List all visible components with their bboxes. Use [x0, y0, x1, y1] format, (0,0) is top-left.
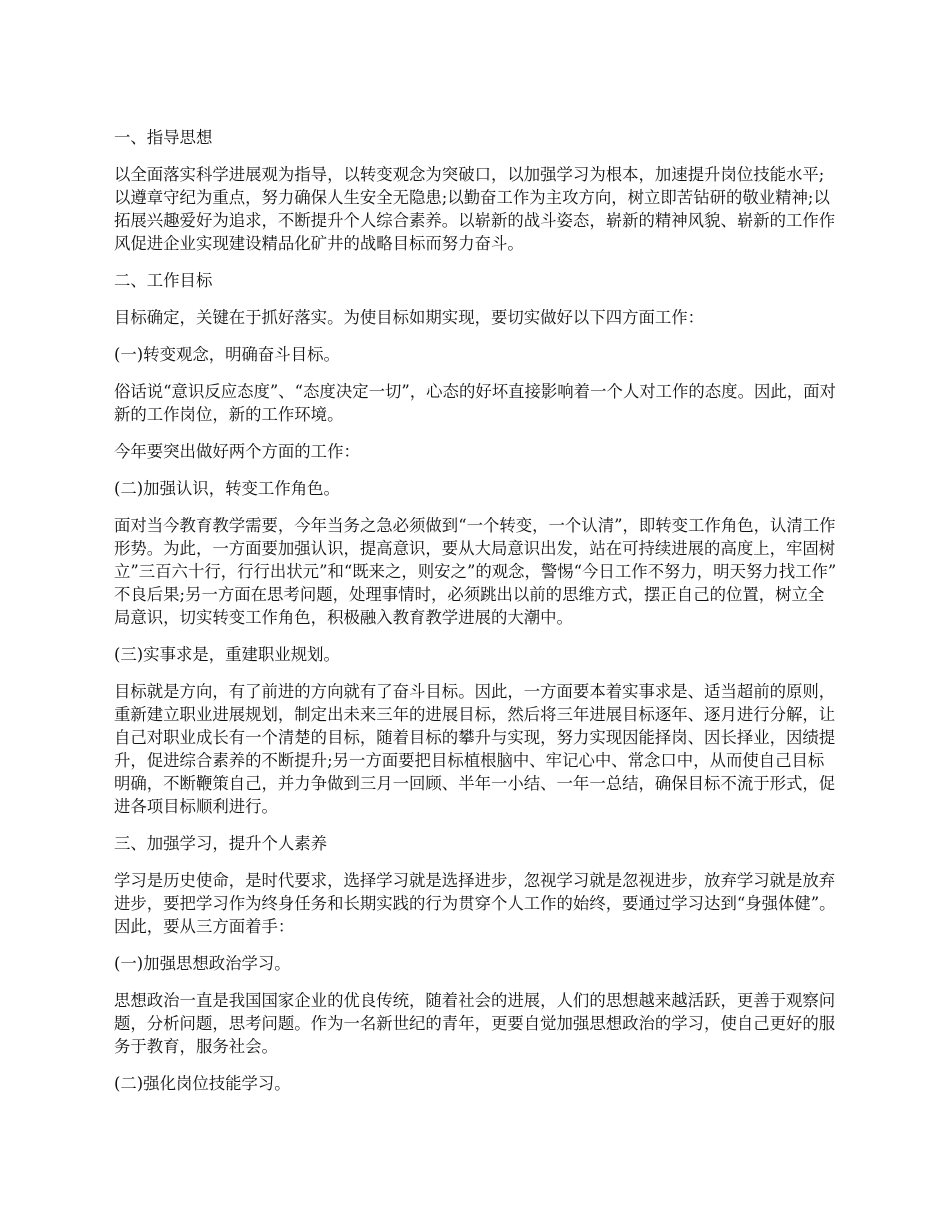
section-heading-1: 一、指导思想 — [114, 128, 213, 147]
document-body — [114, 126, 840, 1109]
subheading-2-1: (一)转变观念，明确奋斗目标。 — [114, 345, 340, 364]
paragraph-political-study: 思想政治一直是我国国家企业的优良传统，随着社会的进展，人们的思想越来越活跃，更善于观察问题，分析问题，思考问题。作为一名新世纪的青年，更要自觉加强思想政治的学习，使自己更好的服务于教育，服务社会。 — [114, 991, 836, 1056]
section-heading-3: 三、加强学习，提升个人素养 — [114, 834, 328, 853]
paragraph-learning: 学习是历史使命，是时代要求，选择学习就是选择进步，忽视学习就是忽视进步，放弃学习就是放弃进步，要把学习作为终身任务和长期实践的行为贯穿个人工作的始终，要通过学习达到“身强体健”。因此，要从三方面着手： — [114, 871, 836, 936]
section-heading-2: 二、工作目标 — [114, 271, 213, 290]
subheading-3-1: (一)加强思想政治学习。 — [114, 954, 291, 973]
paragraph-guiding-ideology: 以全面落实科学进展观为指导，以转变观念为突破口，以加强学习为根本，加速提升岗位技能水平;以遵章守纪为重点，努力确保人生安全无隐患;以勤奋工作为主攻方向，树立即苦钻研的敬业精神;以拓展兴趣爱好为追求，不断提升个人综合素养。以崭新的战斗姿态，崭新的精神风貌、崭新的工作作风促进企业实现建设精品化矿井的战略目标而努力奋斗。 — [114, 165, 836, 253]
paragraph-mindset: 俗话说“意识反应态度”、“态度决定一切”，心态的好坏直接影响着一个人对工作的态度。因此，面对新的工作岗位，新的工作环境。 — [114, 382, 836, 424]
paragraph-role-change: 面对当今教育教学需要，今年当务之急必须做到“一个转变，一个认清”，即转变工作角色，认清工作形势。为此，一方面要加强认识，提高意识，要从大局意识出发，站在可持续进展的高度上，牢固树立”三百六十行，行行出状元”和“既来之，则安之”的观念，警惕“今日工作不努力，明天努力找工作”不良后果;另一方面在思考问题，处理事情时，必须跳出以前的思维方式，摆正自己的位置，树立全局意识，切实转变工作角色，积极融入教育教学进展的大潮中。 — [114, 516, 837, 627]
paragraph-career-plan: 目标就是方向，有了前进的方向就有了奋斗目标。因此，一方面要本着实事求是、适当超前的原则，重新建立职业进展规划，制定出未来三年的进展目标，然后将三年进展目标逐年、逐月进行分解，让自己对职业成长有一个清楚的目标，随着目标的攀升与实现，努力实现因能择岗、因长择业，因绩提升，促进综合素养的不断提升;另一方面要把目标植根脑中、牢记心中、常念口中，从而使自己目标明确，不断鞭策自己，并力争做到三月一回顾、半年一小结、一年一总结，确保目标不流于形式，促进各项目标顺利进行。 — [114, 682, 836, 816]
paragraph-work-goals-intro: 目标确定，关键在于抓好落实。为使目标如期实现，要切实做好以下四方面工作： — [114, 308, 705, 327]
subheading-2-2: (二)加强认识，转变工作角色。 — [114, 479, 340, 498]
subheading-2-3: (三)实事求是，重建职业规划。 — [114, 645, 340, 664]
paragraph-two-aspects: 今年要突出做好两个方面的工作： — [114, 442, 360, 461]
subheading-3-2: (二)强化岗位技能学习。 — [114, 1074, 291, 1093]
